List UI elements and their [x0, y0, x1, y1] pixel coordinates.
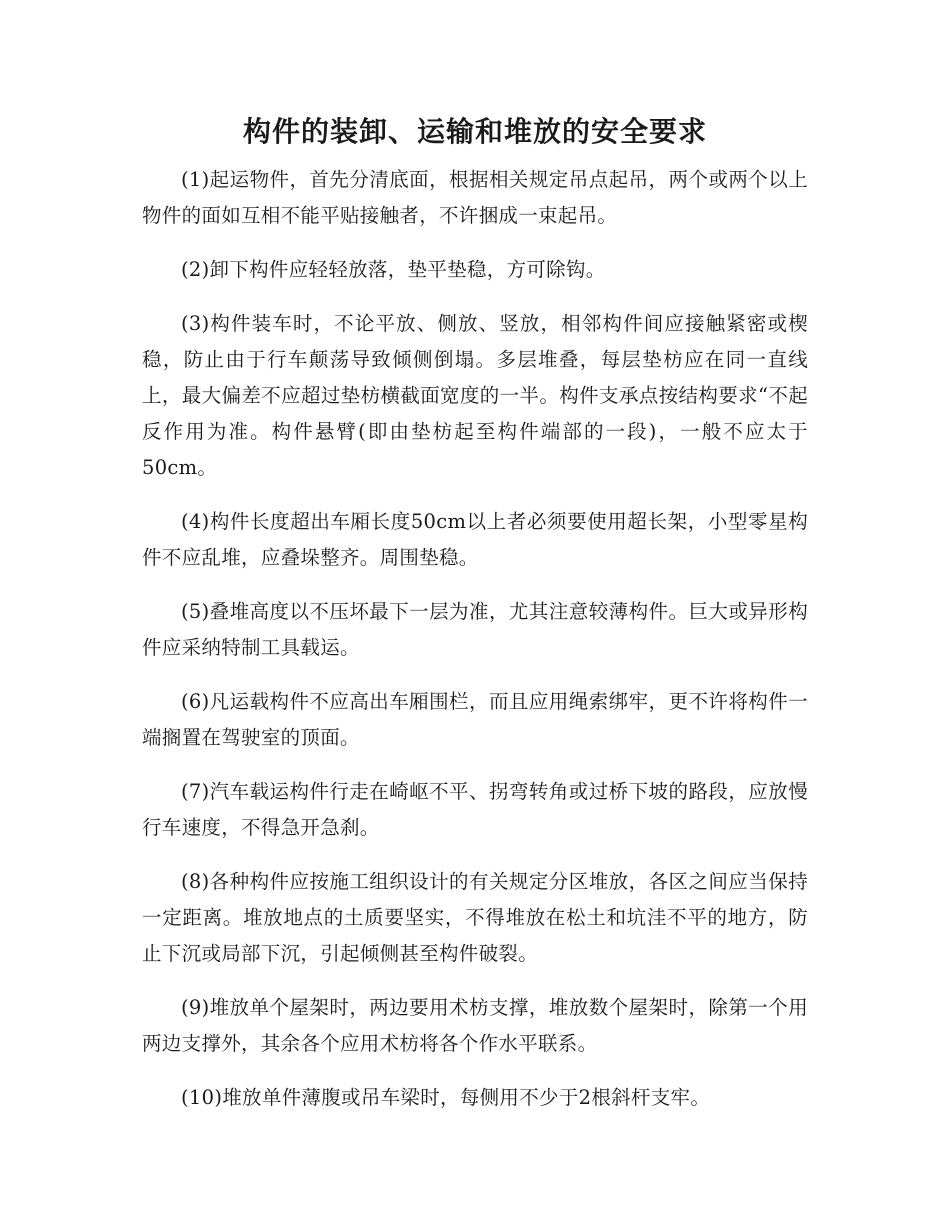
paragraph-4: (4)构件长度超出车厢长度50cm以上者必须要使用超长架，小型零星构件不应乱堆，应叠垛整齐。周围垫稳。 [142, 510, 808, 569]
paragraph-8: (8)各种构件应按施工组织设计的有关规定分区堆放，各区之间应当保持一定距离。堆放地点的土质要坚实，不得堆放在松土和坑洼不平的地方，防止下沉或局部下沉，引起倾侧甚至构件破裂。 [142, 870, 808, 965]
paragraph-1: (1)起运物件，首先分清底面，根据相关规定吊点起吊，两个或两个以上物件的面如互相不能平贴接触者，不许捆成一束起吊。 [142, 168, 808, 227]
paragraph-6: (6)凡运载构件不应高出车厢围栏，而且应用绳索绑牢，更不许将构件一端搁置在驾驶室的顶面。 [142, 690, 808, 749]
paragraph-2: (2)卸下构件应轻轻放落，垫平垫稳，方可除钩。 [181, 258, 606, 281]
paragraph-10: (10)堆放单件薄腹或吊车梁时，每侧用不少于2根斜杆支牢。 [181, 1086, 711, 1109]
paragraph-5: (5)叠堆高度以不压坏最下一层为准，尤其注意较薄构件。巨大或异形构件应采纳特制工具载运。 [142, 600, 808, 659]
paragraph-9: (9)堆放单个屋架时，两边要用术枋支撑，堆放数个屋架时，除第一个用两边支撑外，其余各个应用术枋将各个作水平联系。 [142, 996, 808, 1055]
document-title: 构件的装卸、运输和堆放的安全要求 [242, 115, 707, 148]
paragraph-3: (3)构件装车时，不论平放、侧放、竖放，相邻构件间应接触紧密或楔稳，防止由于行车颠荡导致倾侧倒塌。多层堆叠，每层垫枋应在同一直线上，最大偏差不应超过垫枋横截面宽度的一半。构件支承点按结构要求“不起反作用为准。构件悬臂(即由垫枋起至构件端部的一段)，一般不应太于50cm。 [142, 312, 808, 479]
paragraph-7: (7)汽车载运构件行走在崎岖不平、拐弯转角或过桥下坡的路段，应放慢行车速度，不得急开急刹。 [142, 780, 808, 839]
